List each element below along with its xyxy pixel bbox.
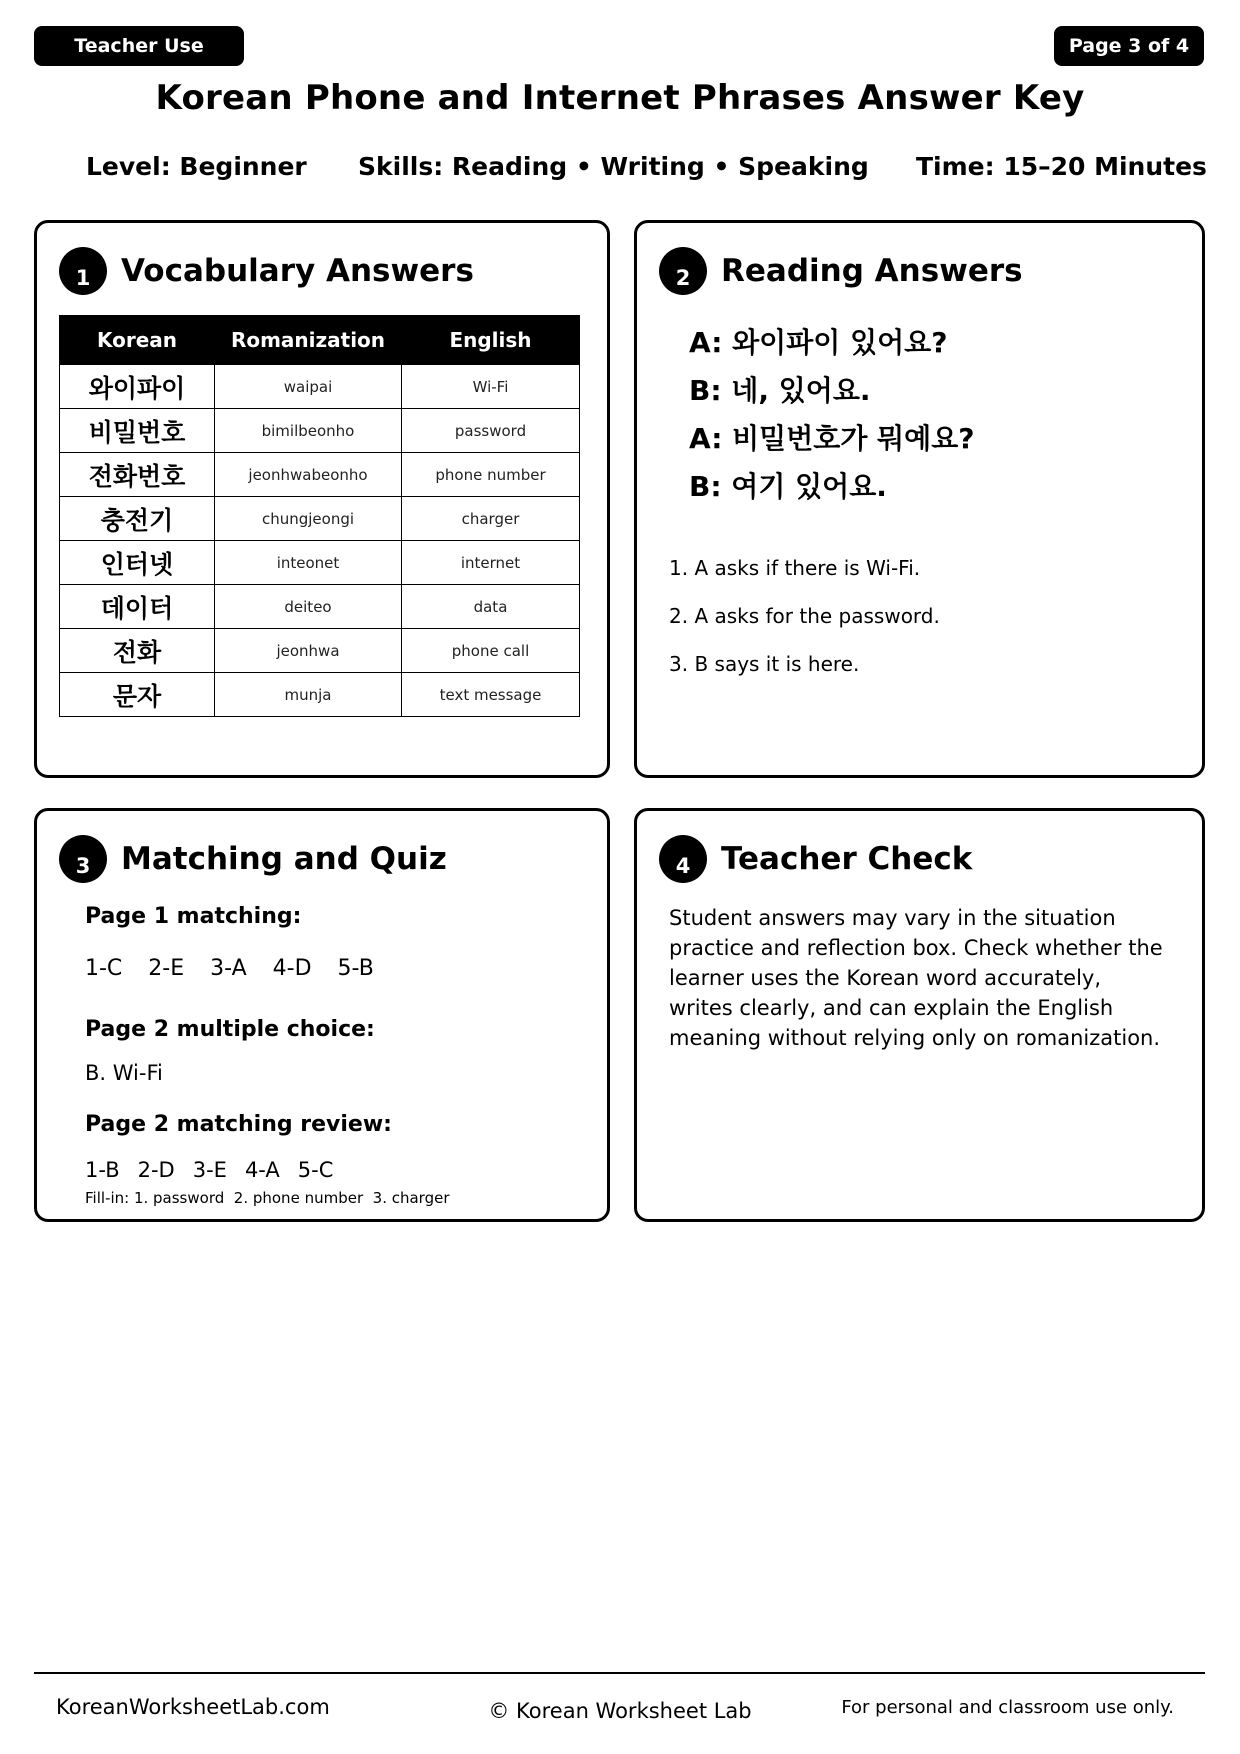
page-title: Korean Phone and Internet Phrases Answer Key xyxy=(155,78,1085,118)
vocabulary-table xyxy=(59,315,580,717)
matching-quiz-panel xyxy=(34,808,610,1222)
romanization-cell: waipai xyxy=(215,365,402,409)
section-number-badge: 3 xyxy=(59,835,107,883)
korean-cell: 비밀번호 xyxy=(60,409,215,453)
list-item: 2. A asks for the password. xyxy=(669,604,940,628)
dialogue-line: A: 와이파이 있어요? xyxy=(689,326,948,359)
section-number-badge: 4 xyxy=(659,835,707,883)
page2-multiple-choice-answer: B. Wi-Fi xyxy=(85,1061,163,1085)
answer-item: 2-E xyxy=(148,956,185,981)
page2-matching-review-label: Page 2 matching review: xyxy=(85,1112,392,1137)
answer-item: 5-B xyxy=(337,956,374,981)
footer-usage-note: For personal and classroom use only. xyxy=(841,1697,1174,1718)
teacher-check-panel xyxy=(634,808,1205,1222)
footer-site-link[interactable]: KoreanWorksheetLab.com xyxy=(56,1695,330,1719)
table-row xyxy=(60,453,580,497)
dialogue-line: B: 여기 있어요. xyxy=(689,470,887,503)
table-row xyxy=(60,409,580,453)
panel-header xyxy=(59,835,447,883)
teacher-use-badge: Teacher Use xyxy=(34,26,244,66)
skills-info: Skills: Reading • Writing • Speaking xyxy=(358,152,869,181)
page-number-badge: Page 3 of 4 xyxy=(1054,26,1204,66)
panel-header xyxy=(659,835,972,883)
section-title: Matching and Quiz xyxy=(121,841,447,877)
korean-cell: 전화번호 xyxy=(60,453,215,497)
english-cell: Wi-Fi xyxy=(402,365,580,409)
answer-item: 1-C xyxy=(85,956,123,981)
section-number-badge: 2 xyxy=(659,247,707,295)
panel-header xyxy=(59,247,474,295)
korean-cell: 인터넷 xyxy=(60,541,215,585)
romanization-cell: chungjeongi xyxy=(215,497,402,541)
list-item: 1. A asks if there is Wi-Fi. xyxy=(669,556,921,580)
vocabulary-panel xyxy=(34,220,610,778)
panel-header xyxy=(659,247,1023,295)
list-item: 3. B says it is here. xyxy=(669,652,860,676)
time-info: Time: 15–20 Minutes xyxy=(916,152,1207,181)
korean-cell: 문자 xyxy=(60,673,215,717)
table-header-row xyxy=(60,316,580,365)
section-title: Teacher Check xyxy=(721,841,973,877)
romanization-cell: inteonet xyxy=(215,541,402,585)
reading-panel xyxy=(634,220,1205,778)
answer-item: 4-A xyxy=(244,1158,280,1182)
english-cell: password xyxy=(402,409,580,453)
english-cell: phone number xyxy=(402,453,580,497)
teacher-check-text: Student answers may vary in the situation practice and reflection box. Check whether the learner uses the Korean word accurately, writes clearly, and can explain the English meaning without relying only on romanization. xyxy=(669,906,1163,1050)
table-row xyxy=(60,673,580,717)
page2-matching-review-answers xyxy=(85,1158,351,1182)
column-header-romanization: Romanization xyxy=(215,316,402,365)
answer-item: 5-C xyxy=(297,1158,334,1182)
answer-item: 3-A xyxy=(210,956,247,981)
korean-cell: 전화 xyxy=(60,629,215,673)
romanization-cell: jeonhwabeonho xyxy=(215,453,402,497)
korean-cell: 와이파이 xyxy=(60,365,215,409)
page1-matching-label: Page 1 matching: xyxy=(85,904,302,929)
reading-answer-list xyxy=(669,555,940,699)
table-row xyxy=(60,497,580,541)
column-header-english: English xyxy=(402,316,580,365)
dialogue-line: B: 네, 있어요. xyxy=(689,374,871,407)
answer-item: 1-B xyxy=(85,1158,120,1182)
page2-multiple-choice-label: Page 2 multiple choice: xyxy=(85,1017,375,1042)
fill-in-answers: Fill-in: 1. password 2. phone number 3. charger xyxy=(85,1189,450,1207)
table-row xyxy=(60,629,580,673)
romanization-cell: deiteo xyxy=(215,585,402,629)
table-row xyxy=(60,365,580,409)
footer-copyright: © Korean Worksheet Lab xyxy=(488,1699,752,1723)
answer-item: 4-D xyxy=(272,956,312,981)
english-cell: internet xyxy=(402,541,580,585)
korean-cell: 데이터 xyxy=(60,585,215,629)
table-row xyxy=(60,541,580,585)
column-header-korean: Korean xyxy=(60,316,215,365)
section-title: Vocabulary Answers xyxy=(121,253,474,289)
level-info: Level: Beginner xyxy=(86,152,307,181)
dialogue xyxy=(689,319,975,511)
section-number-badge: 1 xyxy=(59,247,107,295)
page1-matching-answers xyxy=(85,956,400,981)
romanization-cell: bimilbeonho xyxy=(215,409,402,453)
section-title: Reading Answers xyxy=(721,253,1023,289)
romanization-cell: munja xyxy=(215,673,402,717)
romanization-cell: jeonhwa xyxy=(215,629,402,673)
english-cell: phone call xyxy=(402,629,580,673)
answer-item: 2-D xyxy=(137,1158,175,1182)
english-cell: charger xyxy=(402,497,580,541)
english-cell: data xyxy=(402,585,580,629)
table-row xyxy=(60,585,580,629)
english-cell: text message xyxy=(402,673,580,717)
korean-cell: 충전기 xyxy=(60,497,215,541)
answer-item: 3-E xyxy=(192,1158,227,1182)
dialogue-line: A: 비밀번호가 뭐예요? xyxy=(689,422,975,455)
footer-divider xyxy=(34,1672,1205,1674)
